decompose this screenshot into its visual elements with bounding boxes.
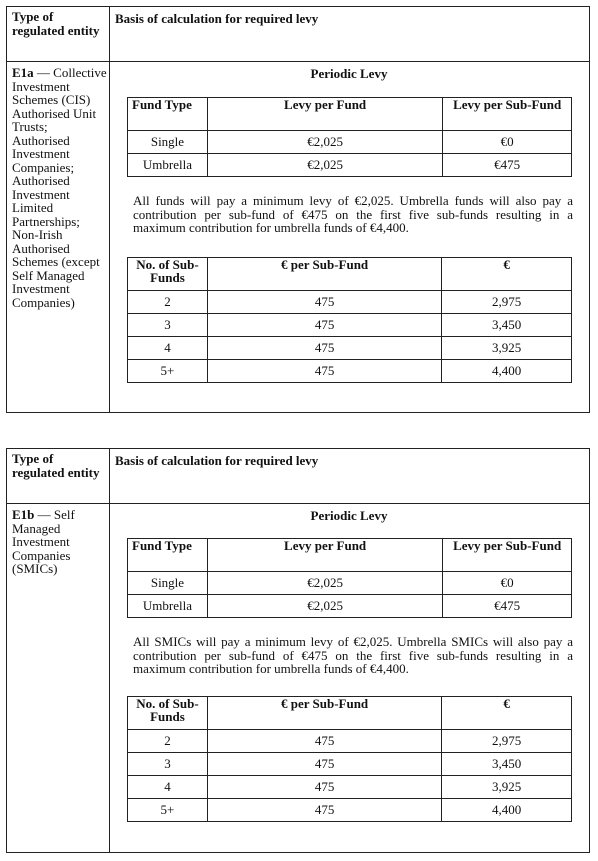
header-per-sub-fund: € per Sub-Fund: [207, 258, 441, 291]
cell: 475: [207, 291, 441, 314]
cell: 475: [207, 753, 441, 776]
header-levy-per-sub-fund: Levy per Sub-Fund: [443, 98, 572, 131]
entity-code: E1a: [12, 65, 34, 80]
basis-header: Basis of calculation for required levy: [115, 453, 319, 468]
table-row: [128, 799, 572, 822]
table-header-row: [128, 258, 572, 291]
header-levy-per-fund: Levy per Fund: [207, 98, 442, 131]
cell: 3,925: [442, 337, 572, 360]
header-per-sub-fund: € per Sub-Fund: [207, 697, 441, 730]
levy-table: [127, 538, 572, 618]
table-row: [128, 360, 572, 383]
table-row: [128, 753, 572, 776]
section-e1b: [6, 448, 590, 853]
subfund-table: [127, 257, 572, 383]
header-total: €: [442, 258, 572, 291]
cell: 475: [207, 776, 441, 799]
basis-header: Basis of calculation for required levy: [115, 11, 319, 26]
levy-explanation: All SMICs will pay a minimum levy of €2,025. Umbrella SMICs will also pay a contribution per sub-fund of €475 on the first five sub-funds resulting in a maximum contribution for umbrella funds of €4,400.: [133, 634, 573, 676]
cell: 3: [128, 314, 208, 337]
entity-text: Self Managed Investment Companies (SMICs): [12, 507, 75, 576]
cell: 2,975: [442, 291, 572, 314]
cell: 5+: [128, 799, 208, 822]
table-row: [128, 730, 572, 753]
cell: 475: [207, 730, 441, 753]
header-levy-per-fund: Levy per Fund: [207, 539, 442, 572]
cell: Single: [128, 572, 208, 595]
levy-table: [127, 97, 572, 177]
cell: 4: [128, 337, 208, 360]
table-header-row: [128, 539, 572, 572]
cell: €475: [443, 154, 572, 177]
cell: 3,450: [442, 753, 572, 776]
cell: 475: [207, 314, 441, 337]
table-row: [128, 154, 572, 177]
table-row: [128, 314, 572, 337]
type-header: Type of regulated entity: [12, 451, 100, 480]
cell: 475: [207, 799, 441, 822]
table-header-row: [128, 98, 572, 131]
header-fund-type: Fund Type: [128, 98, 208, 131]
entity-dash: —: [33, 65, 50, 80]
cell: 3,925: [442, 776, 572, 799]
header-total: €: [442, 697, 572, 730]
entity-dash: —: [34, 507, 51, 522]
periodic-levy-title: Periodic Levy: [310, 66, 388, 81]
cell: 2,975: [442, 730, 572, 753]
levy-explanation: All funds will pay a minimum levy of €2,025. Umbrella funds will also pay a contribution per sub-fund of €475 on the first five sub-funds resulting in a maximum contribution for umbrella funds of €4,400.: [133, 193, 573, 235]
cell: Umbrella: [128, 154, 208, 177]
table-row: [128, 291, 572, 314]
header-divider: [7, 503, 589, 504]
header-levy-per-sub-fund: Levy per Sub-Fund: [443, 539, 572, 572]
cell: €0: [443, 572, 572, 595]
cell: 3: [128, 753, 208, 776]
cell: Single: [128, 131, 208, 154]
header-fund-type: Fund Type: [128, 539, 208, 572]
periodic-levy-title: Periodic Levy: [310, 508, 388, 523]
cell: Umbrella: [128, 595, 208, 618]
table-row: [128, 572, 572, 595]
cell: 2: [128, 730, 208, 753]
cell: 4,400: [442, 360, 572, 383]
cell: 3,450: [442, 314, 572, 337]
cell: €2,025: [207, 154, 442, 177]
cell: €475: [443, 595, 572, 618]
cell: €2,025: [207, 595, 442, 618]
entity-code: E1b: [12, 507, 35, 522]
cell: €0: [443, 131, 572, 154]
table-row: [128, 595, 572, 618]
cell: 5+: [128, 360, 208, 383]
table-row: [128, 776, 572, 799]
cell: 2: [128, 291, 208, 314]
table-header-row: [128, 697, 572, 730]
entity-text: Collective Investment Schemes (CIS) Authorised Unit Trusts; Authorised Investment Companies; Authorised Investment Limited Partnerships; Non-Irish Authorised Schemes (except Self Managed Investment Companies): [12, 65, 107, 310]
entity-description: [12, 508, 107, 576]
header-divider: [7, 61, 589, 62]
cell: €2,025: [207, 131, 442, 154]
cell: 4: [128, 776, 208, 799]
cell: 475: [207, 337, 441, 360]
table-row: [128, 337, 572, 360]
table-row: [128, 131, 572, 154]
type-header: Type of regulated entity: [12, 9, 100, 38]
header-no-of-sub-funds: No. of Sub-Funds: [128, 258, 208, 291]
section-e1a: [6, 6, 590, 413]
cell: 4,400: [442, 799, 572, 822]
subfund-table: [127, 696, 572, 822]
cell: €2,025: [207, 572, 442, 595]
cell: 475: [207, 360, 441, 383]
entity-description: [12, 66, 107, 309]
header-no-of-sub-funds: No. of Sub-Funds: [128, 697, 208, 730]
